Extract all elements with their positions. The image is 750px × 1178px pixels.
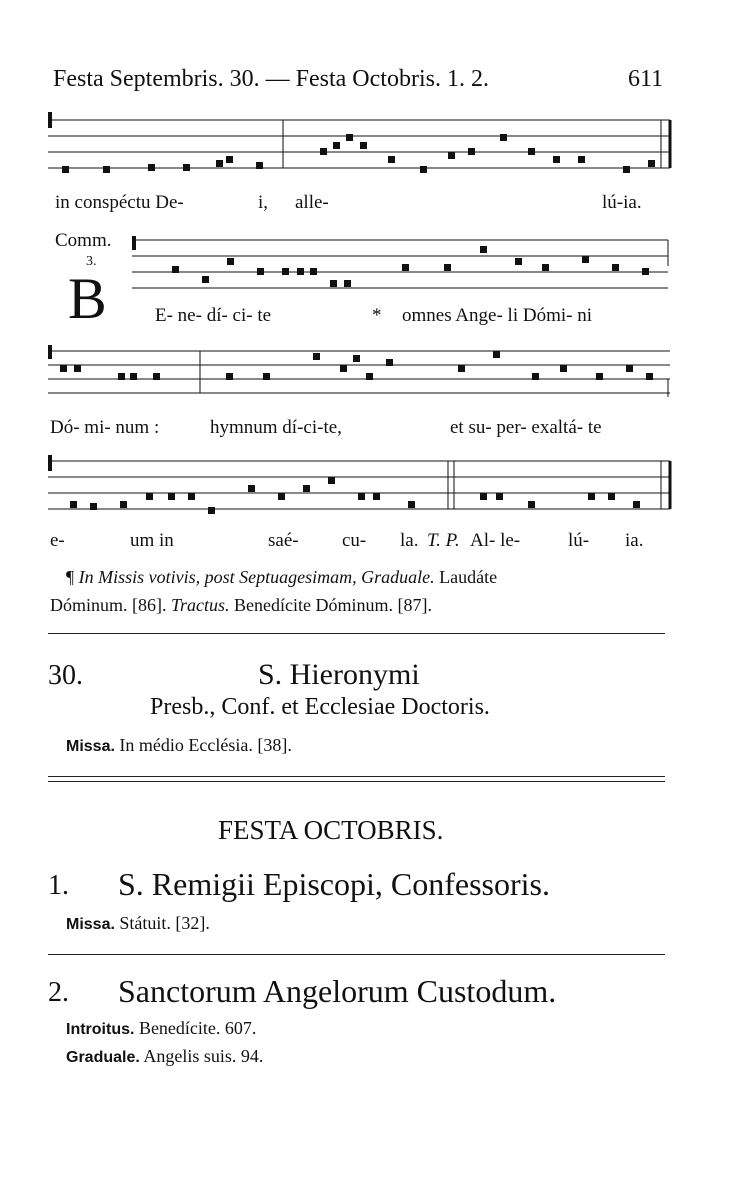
rubric-tract: Tractus. xyxy=(171,595,230,615)
introit-text: Benedícite. 607. xyxy=(138,1018,257,1038)
music-staff-4 xyxy=(48,455,673,521)
lyric-syllable: cu- xyxy=(342,530,367,551)
feast-1-missa xyxy=(66,913,210,934)
lyric-syllables: omnes Ange- li Dómi- ni xyxy=(402,305,592,326)
rubric-text: Benedícite Dóminum. [87]. xyxy=(234,595,432,615)
staff-1-svg xyxy=(48,112,673,182)
divider xyxy=(48,633,665,634)
mode-number: 3. xyxy=(86,254,97,269)
feast-2-gradual xyxy=(66,1046,263,1067)
staff-2-svg xyxy=(132,236,672,300)
running-header xyxy=(53,66,489,93)
feast-30-title: S. Hieronymi xyxy=(258,658,420,691)
header-title: Festa Septembris. 30. — Festa Octobris. 1. 2. xyxy=(53,66,489,92)
feast-30-missa xyxy=(66,735,292,756)
lyric-line-3 xyxy=(50,417,660,441)
gradual-text: Angelis suis. 94. xyxy=(143,1046,264,1066)
lyric-line-2 xyxy=(155,305,655,329)
rubric-note-line-2 xyxy=(50,595,432,616)
lyric-syllable: i, xyxy=(258,192,269,213)
lyric-syllable: la. xyxy=(400,530,419,551)
music-staff-2 xyxy=(132,236,672,300)
feast-1-title: S. Remigii Episcopi, Confessoris. xyxy=(118,866,550,902)
lyric-syllables: E- ne- dí- ci- te xyxy=(155,305,272,326)
staff-4-svg xyxy=(48,455,673,521)
staff-3-svg xyxy=(48,345,673,405)
missa-text: In médio Ecclésia. [38]. xyxy=(119,735,292,755)
lyric-syllables: Al- le- xyxy=(470,530,521,551)
comm-label: Comm. xyxy=(55,230,112,251)
pilcrow-mark: ¶ xyxy=(66,567,75,587)
lyric-syllables: in conspéctu De- xyxy=(55,192,184,213)
lyric-line-4 xyxy=(50,530,660,554)
page-number: 611 xyxy=(628,66,664,92)
feast-2-introit xyxy=(66,1018,256,1039)
lyric-syllable: lú-ia. xyxy=(602,192,642,213)
lyric-line-1 xyxy=(55,192,665,216)
feast-30-subtitle: Presb., Conf. et Ecclesiae Doctoris. xyxy=(150,694,490,720)
initial-letter: B xyxy=(68,266,107,331)
lyric-syllables: um in xyxy=(130,530,174,551)
missa-text: Státuit. [32]. xyxy=(119,913,210,933)
feast-30-number: 30. xyxy=(48,660,83,691)
divider xyxy=(48,954,665,955)
feast-2-number: 2. xyxy=(48,977,69,1008)
rubric-text: Laudáte xyxy=(439,567,498,587)
lyric-syllable: alle- xyxy=(295,192,329,213)
lyric-syllable: e- xyxy=(50,530,65,551)
rubric-note-line-1 xyxy=(66,567,497,588)
october-heading: FESTA OCTOBRIS. xyxy=(218,815,444,845)
feast-2-title: Sanctorum Angelorum Custodum. xyxy=(118,973,557,1009)
missa-label: Missa. xyxy=(66,916,115,933)
lyric-syllables: et su- per- exaltá- te xyxy=(450,417,602,438)
lyric-syllable: ia. xyxy=(625,530,644,551)
asterisk: * xyxy=(372,305,382,326)
lyric-syllables: hymnum dí-ci-te, xyxy=(210,417,342,438)
gradual-label: Graduale. xyxy=(66,1049,140,1066)
lyric-syllables: Dó- mi- num : xyxy=(50,417,160,438)
double-divider-top xyxy=(48,776,665,777)
lyric-syllable: saé- xyxy=(268,530,299,551)
introit-label: Introitus. xyxy=(66,1021,135,1038)
feast-1-number: 1. xyxy=(48,870,69,901)
tempore-paschali: T. P. xyxy=(427,530,460,551)
rubric-text: Dóminum. [86]. xyxy=(50,595,167,615)
lyric-syllable: lú- xyxy=(568,530,590,551)
missa-label: Missa. xyxy=(66,738,115,755)
music-staff-1 xyxy=(48,112,673,182)
double-divider-bottom xyxy=(48,781,665,782)
rubric-italic: In Missis votivis, post Septuagesimam, Graduale. xyxy=(78,567,435,587)
music-staff-3 xyxy=(48,345,673,405)
